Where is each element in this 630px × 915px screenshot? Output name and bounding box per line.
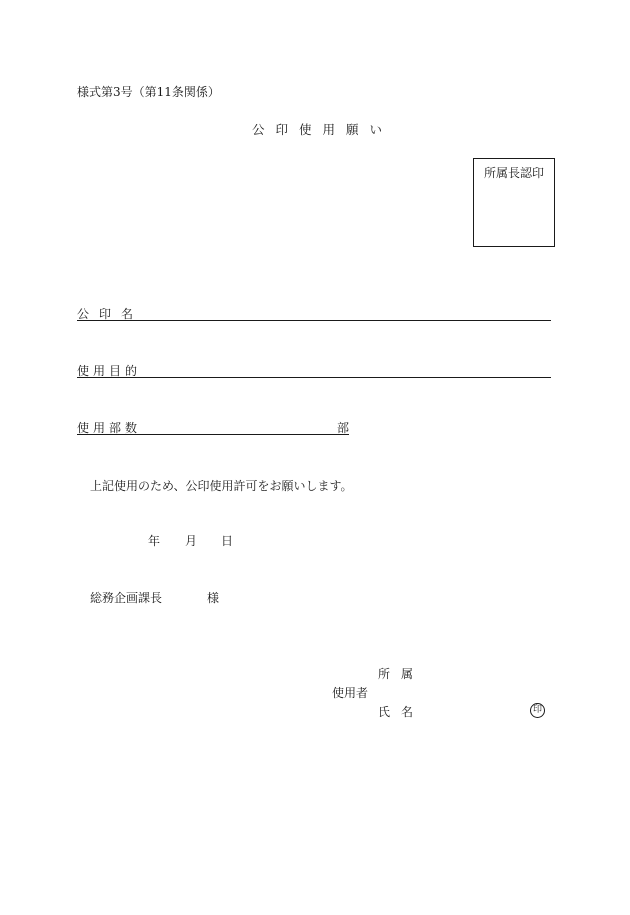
affiliation-label: 所属 bbox=[378, 667, 425, 681]
date-month: 月 bbox=[185, 534, 198, 548]
request-sentence: 上記使用のため、公印使用許可をお願いします。 bbox=[90, 479, 353, 493]
seal-mark-icon: 印 bbox=[530, 703, 545, 718]
addressee: 総務企画課長 bbox=[90, 591, 163, 605]
seal-name-label: 公印名 bbox=[77, 307, 144, 321]
name-label: 氏名 bbox=[378, 705, 425, 719]
honorific: 様 bbox=[207, 591, 220, 605]
supervisor-seal-box bbox=[473, 158, 555, 247]
seal-name-line bbox=[77, 320, 551, 321]
supervisor-seal-label: 所属長認印 bbox=[483, 166, 544, 180]
copies-line bbox=[77, 434, 349, 435]
copies-unit: 部 bbox=[337, 421, 350, 435]
date-day: 日 bbox=[221, 534, 234, 548]
form-number: 様式第3号（第11条関係） bbox=[77, 85, 220, 99]
purpose-line bbox=[77, 377, 551, 378]
copies-label: 使用部数 bbox=[77, 421, 142, 435]
purpose-label: 使用目的 bbox=[77, 364, 142, 378]
applicant-label: 使用者 bbox=[332, 686, 369, 700]
date-year: 年 bbox=[148, 534, 161, 548]
document-title: 公印使用願い bbox=[252, 122, 394, 137]
